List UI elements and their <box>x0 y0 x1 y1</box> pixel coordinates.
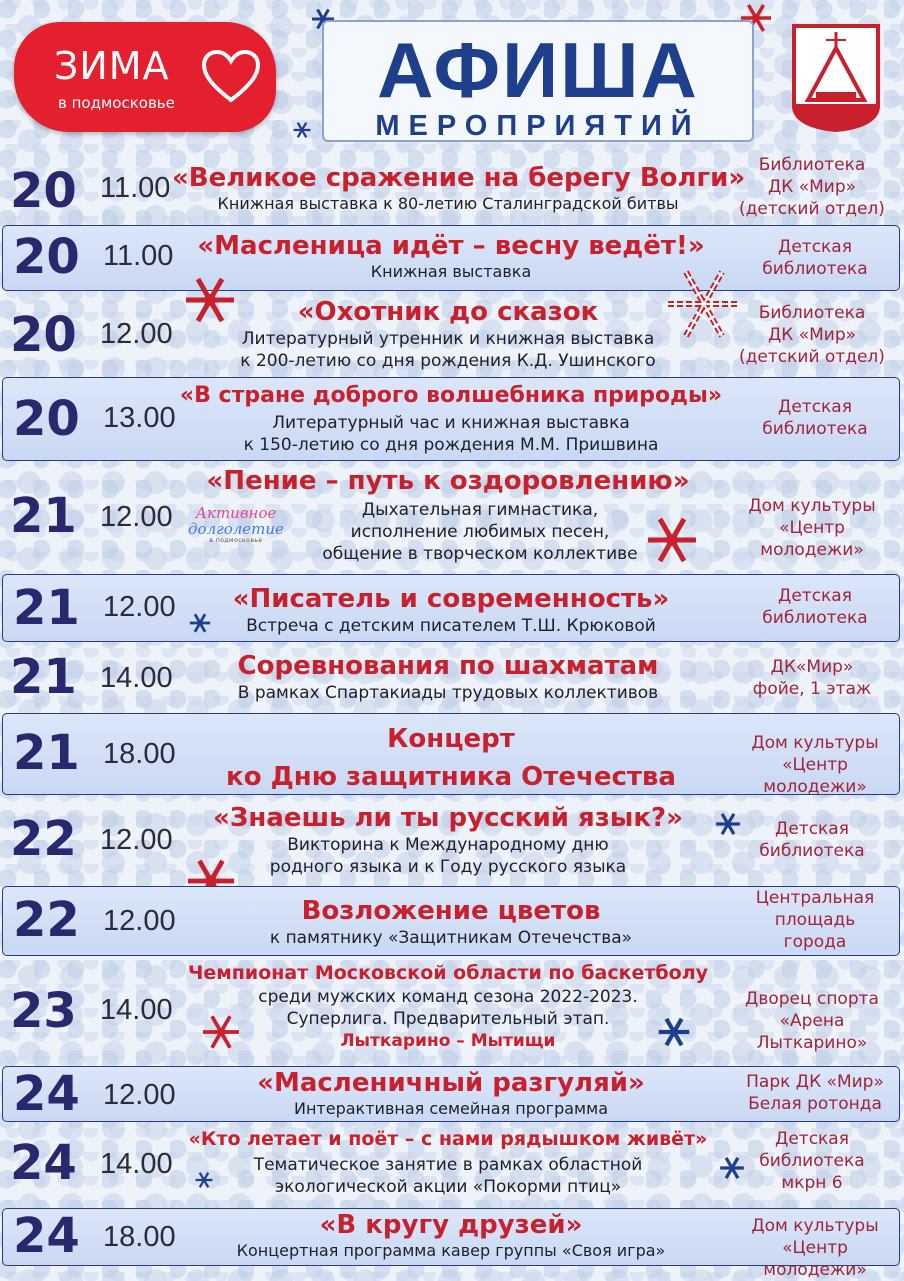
event-day: 20 <box>13 229 80 285</box>
event-venue <box>731 1215 899 1281</box>
event-row <box>2 225 900 291</box>
event-venue <box>728 1128 896 1194</box>
event-description: Интерактивная семейная программа <box>294 1099 608 1118</box>
event-time: 18.00 <box>103 1221 176 1253</box>
logo-line: в подмосковье <box>209 537 263 544</box>
event-row <box>0 960 904 1060</box>
page-subtitle: МЕРОПРИЯТИЙ <box>375 110 701 142</box>
event-venue <box>731 396 899 440</box>
event-time: 12.00 <box>100 824 173 856</box>
event-title: «Масленичный разгуляй» <box>257 1068 645 1098</box>
venue-line: Детская <box>778 586 852 606</box>
event-title: «Пение – путь к оздоровлению» <box>206 466 690 496</box>
event-venue <box>728 302 896 368</box>
event-venue <box>728 495 896 561</box>
event-row <box>0 465 904 571</box>
event-description: Книжная выставка к 80-летию Сталинградской битвы <box>217 194 679 213</box>
event-description: исполнение любимых песен, <box>350 522 610 542</box>
event-day: 24 <box>13 1066 80 1122</box>
event-time: 11.00 <box>103 240 174 272</box>
venue-line: Детская <box>778 397 852 417</box>
venue-line: Детская <box>775 819 849 839</box>
snowflake-icon <box>292 120 312 140</box>
page-title: АФИША <box>377 26 699 114</box>
event-time: 12.00 <box>103 905 176 937</box>
venue-line: библиотека <box>762 608 868 628</box>
event-time: 13.00 <box>103 402 176 434</box>
event-day: 21 <box>13 725 80 781</box>
venue-line: библиотека <box>762 419 868 439</box>
venue-line: Белая ротонда <box>748 1094 882 1114</box>
event-title: «Охотник до сказок <box>297 297 599 327</box>
title-box <box>322 20 754 142</box>
venue-line: ДК «Мир» <box>767 177 857 197</box>
venue-line: Центральная <box>755 888 875 908</box>
event-description: к 200-летию со дня рождения К.Д. Ушинского <box>240 351 656 371</box>
venue-line: Дворец спорта <box>745 989 879 1009</box>
event-description: к 150-летию со дня рождения М.М. Пришвина <box>243 435 659 455</box>
snowflake-icon <box>662 264 746 344</box>
event-time: 14.00 <box>100 662 173 694</box>
event-row <box>0 1124 904 1204</box>
event-day: 21 <box>10 649 77 705</box>
event-time: 12.00 <box>100 318 173 350</box>
event-description: Тематическое занятие в рамках областной <box>253 1155 643 1175</box>
header <box>0 0 904 160</box>
event-title: Соревнования по шахматам <box>237 651 659 681</box>
venue-line: города <box>783 932 847 952</box>
snowflake-icon <box>656 1014 692 1050</box>
venue-line: Детская <box>775 1129 849 1149</box>
logo-line: долголетие <box>188 520 284 538</box>
venue-line: «Центр молодежи» <box>763 755 867 797</box>
venue-line: Дом культуры <box>751 733 879 753</box>
venue-line: Библиотека <box>758 155 866 175</box>
event-description: Встреча с детским писателем Т.Ш. Крюковой <box>246 616 656 636</box>
event-title: «В кругу друзей» <box>319 1210 583 1240</box>
venue-line: Парк ДК «Мир» <box>746 1072 884 1092</box>
event-time: 18.00 <box>103 738 176 770</box>
venue-line: (детский отдел) <box>739 347 885 367</box>
venue-line: (детский отдел) <box>739 199 885 219</box>
venue-line: библиотека <box>759 1151 865 1171</box>
heart-icon <box>200 48 262 104</box>
event-venue <box>731 236 899 280</box>
event-day: 21 <box>13 580 80 636</box>
event-day: 22 <box>10 811 77 867</box>
event-row <box>2 1208 900 1280</box>
event-time: 12.00 <box>103 1079 176 1111</box>
event-venue <box>731 585 899 629</box>
venue-line: ДК«Мир» <box>770 657 854 677</box>
event-title: ко Дню защитника Отечества <box>226 762 676 792</box>
event-title: «Великое сражение на берегу Волги» <box>172 163 746 193</box>
event-title: Концерт <box>387 724 515 754</box>
event-row <box>2 713 900 795</box>
snowflake-icon <box>644 514 700 566</box>
event-row <box>2 377 900 461</box>
event-venue <box>728 818 896 862</box>
event-time: 12.00 <box>100 501 173 533</box>
venue-line: «Арена Лыткарино» <box>756 1011 868 1053</box>
logo-word: ЗИМА <box>54 44 170 88</box>
snowflake-icon <box>200 1012 242 1052</box>
event-time: 14.00 <box>100 994 173 1026</box>
event-description: среди мужских команд сезона 2022-2023. <box>258 987 638 1007</box>
venue-line: площадь <box>774 910 856 930</box>
event-teams: Лыткарино – Мытищи <box>340 1031 556 1051</box>
city-emblem-icon <box>790 22 882 134</box>
event-time: 12.00 <box>103 591 176 623</box>
event-venue <box>731 887 899 953</box>
event-row <box>0 800 904 884</box>
event-time: 11.00 <box>100 172 171 204</box>
venue-line: библиотека <box>759 841 865 861</box>
event-time: 14.00 <box>100 1148 173 1180</box>
venue-line: ДК «Мир» <box>767 325 857 345</box>
event-description: Дыхательная гимнастика, <box>361 500 599 520</box>
event-title: «Масленица идёт – весну ведёт!» <box>197 231 705 261</box>
event-venue <box>728 656 896 700</box>
winter-logo <box>14 22 276 132</box>
event-venue <box>731 732 899 798</box>
event-day: 24 <box>13 1208 80 1264</box>
active-longevity-logo <box>186 505 286 544</box>
event-description: Литературный утренник и книжная выставка <box>241 329 655 349</box>
event-description: экологической акции «Покорми птиц» <box>274 1177 622 1197</box>
event-row <box>0 155 904 224</box>
event-title: Чемпионат Московской области по баскетболу <box>188 962 708 984</box>
venue-line: «Центр молодежи» <box>760 518 864 560</box>
event-row <box>2 886 900 956</box>
snowflake-icon <box>714 810 742 838</box>
event-description: Книжная выставка <box>370 262 532 281</box>
snowflake-icon <box>194 1170 214 1190</box>
event-venue <box>728 154 896 220</box>
snowflake-icon <box>188 611 212 635</box>
event-title: «Писатель и современность» <box>232 584 670 614</box>
venue-line: Детская <box>778 237 852 257</box>
event-venue <box>728 988 896 1054</box>
event-row <box>0 294 904 372</box>
event-description: родного языка и к Году русского языка <box>269 857 627 877</box>
event-title: «В стране доброго волшебника природы» <box>179 383 723 408</box>
event-row <box>2 1066 900 1122</box>
event-row <box>0 646 904 710</box>
snowflake-icon <box>182 274 238 326</box>
logo-line: Активное <box>195 504 277 522</box>
event-day: 22 <box>13 892 80 948</box>
event-day: 20 <box>10 307 77 363</box>
event-title: Возложение цветов <box>301 896 601 926</box>
event-day: 23 <box>10 983 77 1039</box>
venue-line: Дом культуры <box>748 496 876 516</box>
venue-line: «Центр молодежи» <box>763 1238 867 1280</box>
snowflake-icon <box>718 1154 746 1182</box>
event-description: Викторина к Международному дню <box>287 835 609 855</box>
venue-line: Библиотека <box>758 303 866 323</box>
event-day: 24 <box>10 1135 77 1191</box>
event-day: 20 <box>13 391 80 447</box>
event-description: к памятнику «Защитникам Отечечства» <box>269 928 633 948</box>
event-title: «Кто летает и поёт – с нами рядышком живёт» <box>188 1128 708 1150</box>
event-description: В рамках Спартакиады трудовых коллективов <box>237 683 659 703</box>
event-venue <box>731 1071 899 1115</box>
venue-line: библиотека <box>762 259 868 279</box>
event-description: Литературный час и книжная выставка <box>272 413 630 433</box>
event-description: Концертная программа кавер группы «Своя игра» <box>236 1241 666 1260</box>
event-description: общение в творческом коллективе <box>322 544 638 564</box>
event-row <box>2 574 900 642</box>
venue-line: мкрн 6 <box>781 1173 843 1193</box>
venue-line: Дом культуры <box>751 1216 879 1236</box>
event-day: 21 <box>10 488 77 544</box>
event-description: Суперлига. Предварительный этап. <box>286 1009 610 1029</box>
venue-line: фойе, 1 этаж <box>752 679 872 699</box>
event-title: «Знаешь ли ты русский язык?» <box>213 803 683 833</box>
logo-subtitle: в подмосковье <box>58 94 175 112</box>
event-day: 20 <box>10 163 77 219</box>
